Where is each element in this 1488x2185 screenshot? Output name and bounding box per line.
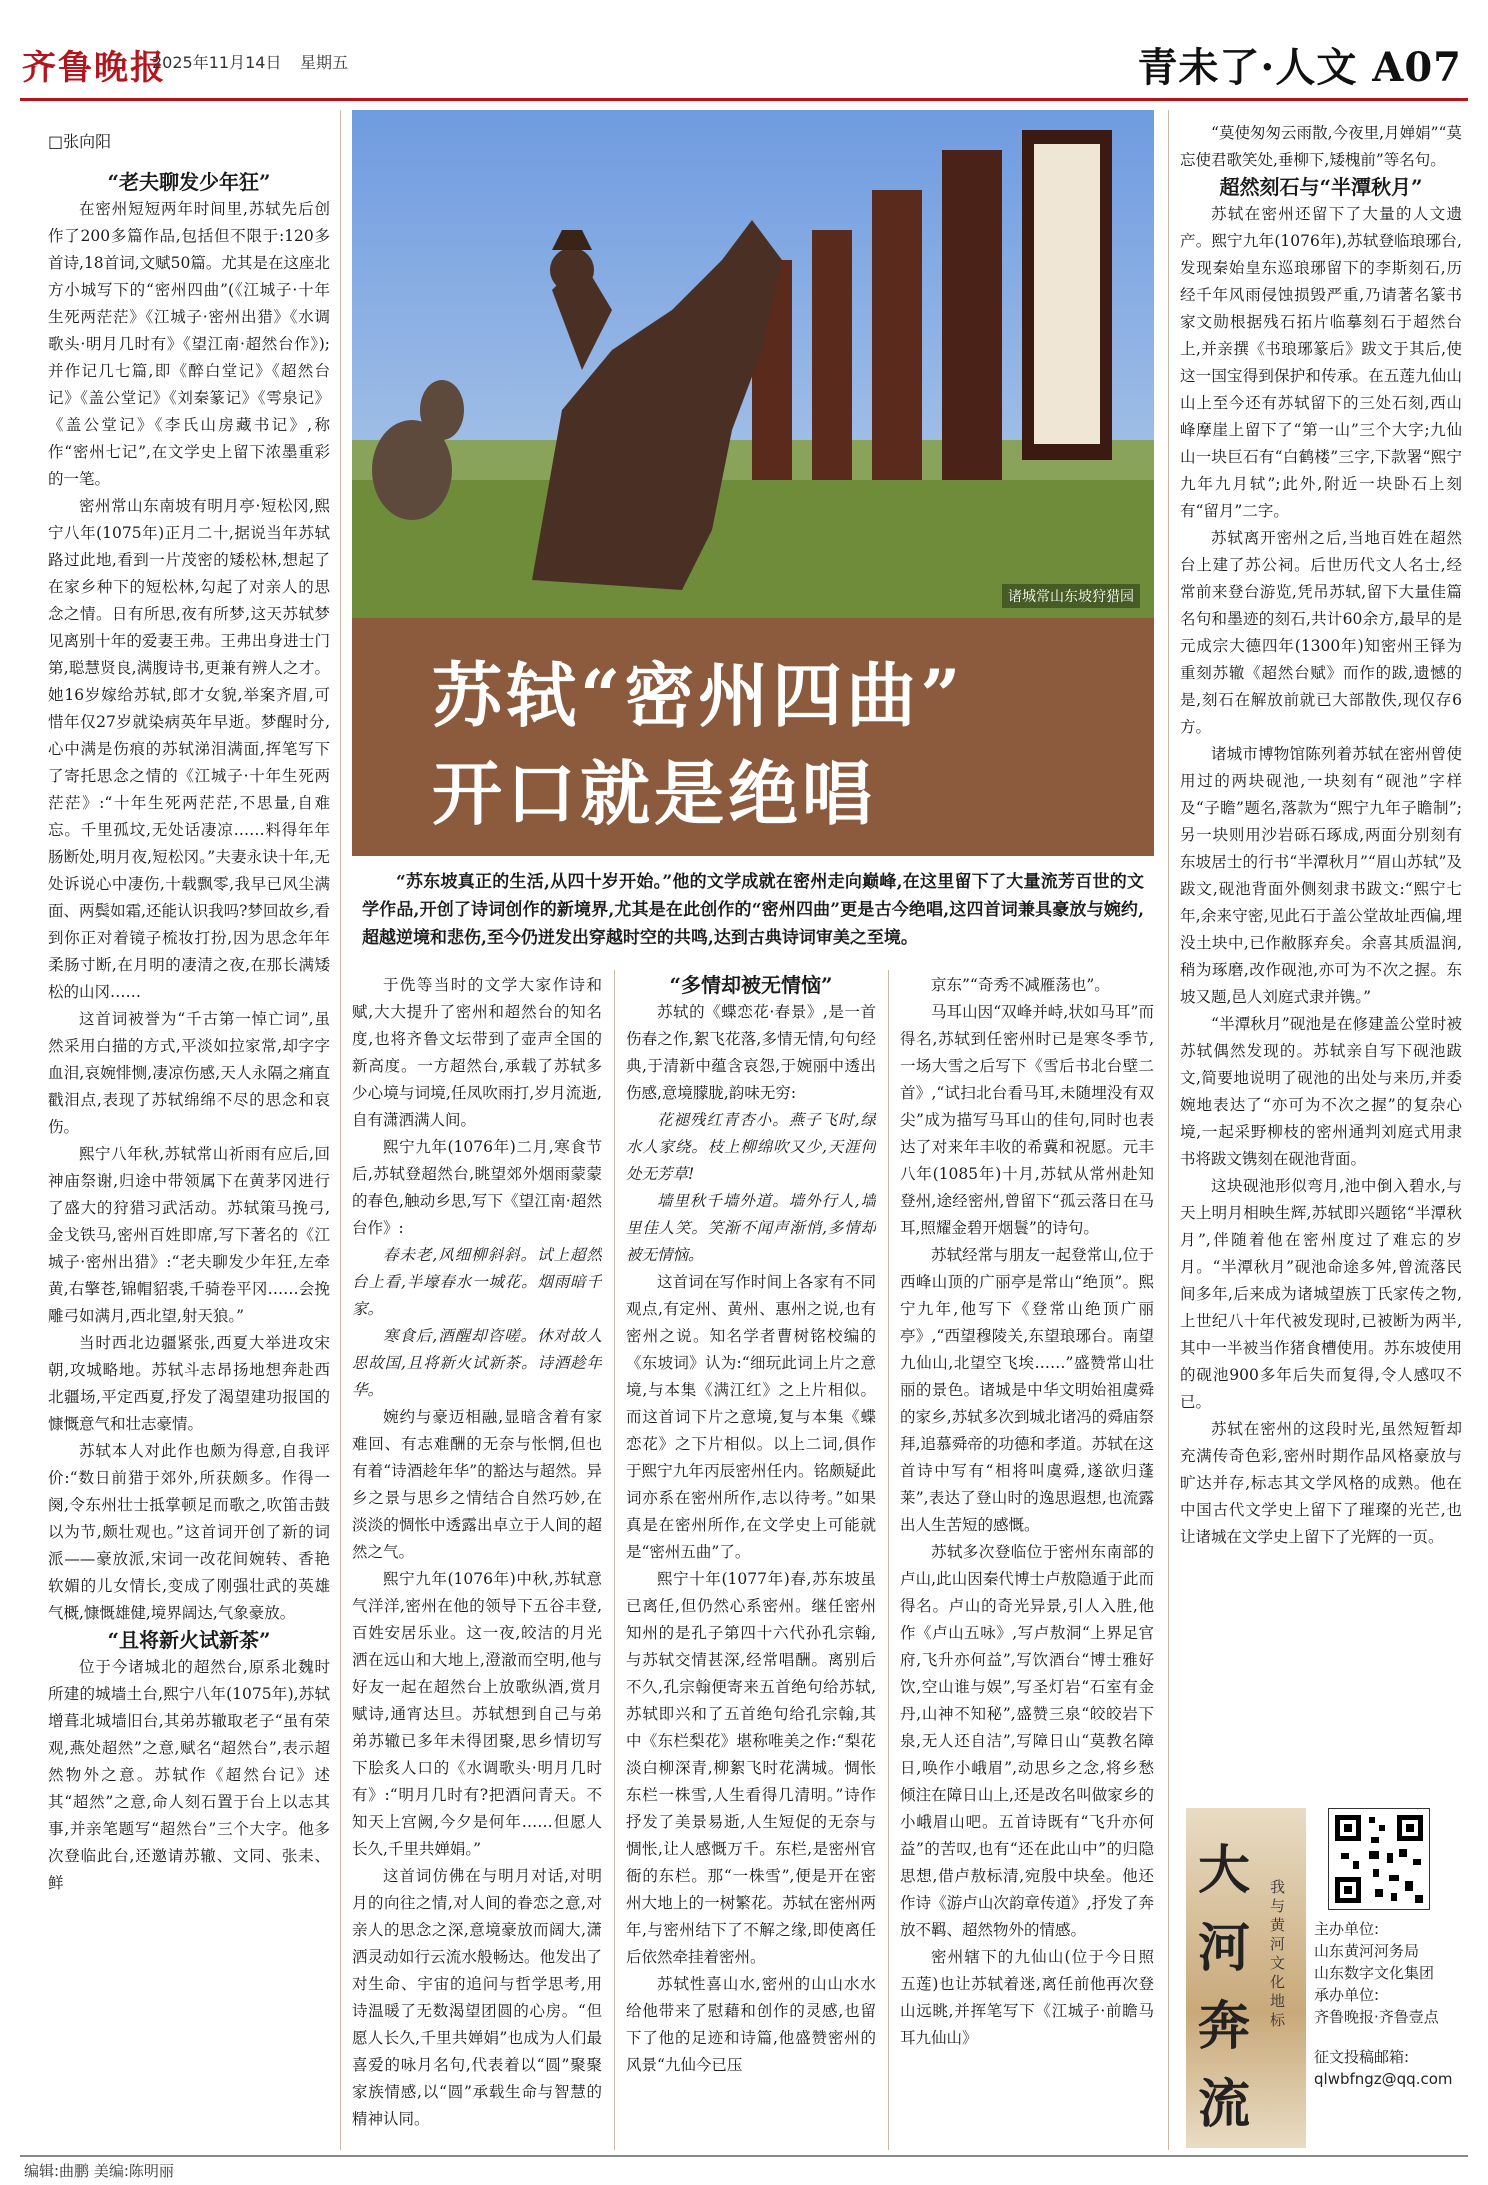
column-1-body [48, 169, 330, 1897]
article-lead: “苏东坡真正的生活,从四十岁开始。”他的文学成就在密州走向巅峰,在这里留下了大量流芳百世的文学作品,开创了诗词创作的新境界,尤其是在此创作的“密州四曲”更是古今绝唱,这四首词兼具豪放与婉约,超越逆境和悲伤,至今仍迸发出穿越时空的共鸣,达到古典诗词审美之至境。 [362, 872, 1144, 948]
column-divider [614, 970, 615, 2150]
body-paragraph: 熙宁九年(1076年)中秋,苏轼意气洋洋,密州在他的领导下五谷丰登,百姓安居乐业。这一夜,皎洁的月光洒在远山和大地上,澄澈而空明,他与好友一起在超然台上放歌纵酒,赏月赋诗,通宵达旦。苏轼想到自己与弟弟苏辙已多年未得团聚,思乡情切写下脍炙人口的《水调歌头·明月几时有》:“明月几时有?把酒问青天。不知天上宫阙,今夕是何年……但愿人长久,千里共婵娟。” [352, 1570, 602, 1858]
host-1: 山东黄河河务局 [1314, 1942, 1420, 1960]
body-paragraph: 苏轼性喜山水,密州的山山水水给他带来了慰藉和创作的灵感,也留下了他的足迹和诗篇,他盛赞密州的风景“九仙今已压 [626, 1975, 876, 2074]
body-paragraph: 苏轼多次登临位于密州东南部的卢山,此山因秦代博士卢敖隐遁于此而得名。卢山的奇光异景,引人入胜,他作《卢山五咏》,写卢敖洞“上界足官府,飞升亦何益”,写饮酒台“博士雅好饮,空山谁与娱”,写圣灯岩“石室有金丹,山神不知秘”,盛赞三泉“皎皎岩下泉,无人还自洁”,写障日山“莫教名障日,唤作小峨眉”,动思乡之念,将乡愁倾注在障日山上,还是改名叫做家乡的小峨眉山吧。五首诗既有“飞升亦何益”的苦叹,也有“还在此山中”的归隐思想,借卢敖标清,宛殷中块垒。他还作诗《游卢山次韵章传道》,抒发了奔放不羁、超然物外的情感。 [900, 1543, 1154, 1939]
article-column-1 [48, 128, 330, 2138]
body-paragraph: 这首词在写作时间上各家有不同观点,有定州、黄州、惠州之说,也有密州之说。知名学者曹树铭校编的《东坡词》认为:“细玩此词上片之意境,与本集《满江红》之上片相似。而这首词下片之意境,复与本集《蝶恋花》之下片相似。以上二词,俱作于熙宁九年丙辰密州任内。铭颇疑此词亦系在密州所作,志以待考。”如果真是在密州所作,在文学史上可能就是“密州五曲”了。 [626, 1273, 876, 1561]
poem-stanza: 春未老,风细柳斜斜。试上超然台上看,半壕春水一城花。烟雨暗千家。 [352, 1246, 602, 1318]
article-column-5 [1180, 120, 1462, 1800]
promo-info [1314, 1918, 1464, 2090]
headline-line-1: 苏轼“密州四曲” [432, 654, 965, 737]
body-paragraph: “莫使匆匆云雨散,今夜里,月婵娟”“莫忘使君歌笑处,垂柳下,矮槐前”等名句。 [1180, 124, 1462, 169]
submit-label: 征文投稿邮箱: [1314, 2048, 1410, 2066]
author-byline: □张向阳 [48, 132, 112, 151]
headline-line-2: 开口就是绝唱 [432, 752, 876, 835]
promo-char: 河 [1198, 1918, 1251, 1979]
body-paragraph: 苏轼的《蝶恋花·春景》,是一首伤春之作,絮飞花落,多情无情,句句经典,于清新中蕴含哀怨,于婉丽中透出伤感,意境朦胧,韵味无穷: [626, 1003, 876, 1102]
section-title: 青未了·人文 A07 [1137, 44, 1462, 91]
body-paragraph: 苏轼离开密州之后,当地百姓在超然台上建了苏公祠。后世历代文人名士,经常前来登台游览,凭吊苏轼,留下大量佳篇名句和墨迹的刻石,共计60余方,最早的是元成宗大德四年(1300年)知密州王铎为重刻苏辙《超然台赋》而作的跋,遗憾的是,刻石在解放前就已大部散佚,现仅存6方。 [1180, 529, 1462, 736]
column-4-body [900, 972, 1154, 2052]
promo-char: 奔 [1198, 1996, 1251, 2057]
promo-char: 流 [1198, 2074, 1251, 2135]
column-divider [1168, 110, 1169, 2150]
section-subheading: “老夫聊发少年狂” [107, 170, 271, 194]
body-paragraph: 苏轼在密州还留下了大量的人文遗产。熙宁九年(1076年),苏轼登临琅琊台,发现秦始皇东巡琅琊留下的李斯刻石,历经千年风雨侵蚀损毁严重,乃请著名篆书家文勋根据残石拓片临摹刻石于超然台上,并亲撰《书琅琊篆后》跋文于其后,使这一国宝得到保护和传承。在五莲九仙山山上至今还有苏轼留下的三处石刻,西山峰摩崖上留下了“第一山”三个大字;九仙山一块巨石有“白鹤楼”三字,下款署“熙宁九年九月轼”;此外,附近一块卧石上刻有“留月”二字。 [1180, 205, 1462, 520]
footer-rule [20, 2155, 1468, 2157]
body-paragraph: 苏轼本人对此作也颇为得意,自我评价:“数日前猎于郊外,所获颇多。作得一阕,令东州壮士抵掌顿足而歌之,吹笛击鼓以为节,颇壮观也。”这首词开创了新的词派——豪放派,宋词一改花间婉转、香艳软媚的儿女情长,变成了刚强壮武的英雄气概,慷慨雄健,境界阔达,气象豪放。 [48, 1442, 330, 1622]
host-2: 山东数字文化集团 [1314, 1964, 1435, 1982]
body-paragraph: 这块砚池形似弯月,池中倒入碧水,与天上明月相映生辉,苏轼即兴题铭“半潭秋月”,伴随着他在密州度过了难忘的岁月。“半潭秋月”砚池命途多舛,曾流落民间多年,后来成为诸城望族丁氏家传之物,上世纪八十年代被发现时,已被断为两半,其中一半被当作猪食槽使用。苏东坡使用的砚池900多年后失而复得,令人感叹不已。 [1180, 1177, 1462, 1411]
body-paragraph: 熙宁八年秋,苏轼常山祈雨有应后,回神庙祭谢,归途中带领属下在黄茅冈进行了盛大的狩猎习武活动。苏轼策马挽弓,金戈铁马,密州百姓即席,写下著名的《江城子·密州出猎》:“老夫聊发少年狂,左牵黄,右擎苍,锦帽貂裘,千骑卷平冈……会挽雕弓如满月,西北望,射天狼。” [48, 1145, 330, 1325]
column-divider [888, 970, 889, 2150]
issue-date: 2025年11月14日 [152, 53, 282, 72]
body-paragraph: 位于今诸城北的超然台,原系北魏时所建的城墙土台,熙宁八年(1075年),苏轼增葺北城墙旧台,其弟苏辙取老子“虽有荣观,燕处超然”之意,赋名“超然台”,表示超然物外之意。苏轼作《超然台记》述其“超然”之意,命人刻石置于台上以志其事,并亲笔题写“超然台”三个大字。他多次登临此台,还邀请苏辙、文同、张耒、鲜 [48, 1658, 330, 1892]
organizer: 齐鲁晚报·齐鲁壹点 [1314, 2008, 1439, 2026]
body-paragraph: 熙宁十年(1077年)春,苏东坡虽已离任,但仍然心系密州。继任密州知州的是孔子第四十六代孙孔宗翰,与苏轼交情甚深,经常唱酬。离别后不久,孔宗翰便寄来五首绝句给苏轼,苏轼即兴和了五首绝句给孔宗翰,其中《东栏梨花》堪称唯美之作:“梨花淡白柳深青,柳絮飞时花满城。惆怅东栏一株雪,人生看得几清明。”诗作抒发了美景易逝,人生短促的无奈与惆怅,让人感慨万千。东栏,是密州官衙的东栏。那“一株雪”,便是开在密州大地上的一树繁花。苏轼在密州两年,与密州结下了不解之缘,即使离任后依然牵挂着密州。 [626, 1570, 876, 1966]
body-paragraph: 密州常山东南坡有明月亭·短松冈,熙宁八年(1075年)正月二十,据说当年苏轼路过此地,看到一片茂密的矮松林,想起了在家乡种下的短松林,勾起了对亲人的思念之情。日有所思,夜有所梦,这天苏轼梦见离别十年的爱妻王弗。王弗出身进士门第,聪慧贤良,满腹诗书,更兼有辨人之才。她16岁嫁给苏轼,郎才女貌,举案齐眉,可惜年仅27岁就染病英年早逝。梦醒时分,心中满是伤痕的苏轼涕泪满面,挥笔写下了寄托思念之情的《江城子·十年生死两茫茫》:“十年生死两茫茫,不思量,自难忘。千里孤坟,无处话凄凉……料得年年肠断处,明月夜,短松冈。”夫妻永诀十年,无处诉说心中凄伤,十载飘零,我早已风尘满面、两鬓如霜,还能认识我吗?梦回故乡,看到你正对着镜子梳妆打扮,因为思念年年柔肠寸断,在月明的凄清之夜,在那长满矮松的山冈…… [48, 497, 330, 1001]
essay-contest-promo [1186, 1808, 1464, 2148]
section-subheading: “且将新火试新茶” [107, 1628, 271, 1652]
qr-code-icon [1328, 1808, 1430, 1910]
section-subheading: 超然刻石与“半潭秋月” [1219, 175, 1423, 199]
column-2-body [352, 972, 602, 2133]
body-paragraph: 苏轼经常与朋友一起登常山,位于西峰山顶的广丽亭是常山“绝顶”。熙宁九年,他写下《登常山绝顶广丽亭》,“西望穆陵关,东望琅琊台。南望九仙山,北望空飞埃……”盛赞常山壮丽的景色。诸城是中华文明始祖虞舜的家乡,苏轼多次到城北诸冯的舜庙祭拜,追慕舜帝的功德和孝道。苏轼在这首诗中写有“相将叫虞舜,遂欲归蓬莱”,表达了登山时的逸思遐想,也流露出人生苦短的感慨。 [900, 1246, 1154, 1534]
body-paragraph: 苏轼在密州的这段时光,虽然短暂却充满传奇色彩,密州时期作品风格豪放与旷达并存,标志其文学风格的成熟。他在中国古代文学史上留下了璀璨的光芒,也让诸城在文学史上留下了光辉的一页。 [1180, 1420, 1462, 1546]
page-header [0, 0, 1488, 104]
body-paragraph: 诸城市博物馆陈列着苏轼在密州曾使用过的两块砚池,一块刻有“砚池”字样及“子瞻”题名,落款为“熙宁九年子瞻制”;另一块则用沙岩砾石琢成,两面分别刻有东坡居士的行书“半潭秋月”“眉山苏轼”及跋文,砚池背面外侧刻隶书跋文:“熙宁七年,余来守密,见此石于盖公堂故址西偏,埋没土块中,已作敝豚弃矣。余喜其质温润,稍为琢磨,改作砚池,亦可为不次之握。东坡又题,邑人刘庭式隶并镌。” [1180, 745, 1462, 1006]
statue-illustration [352, 110, 1154, 618]
section-subheading: “多情却被无情恼” [669, 973, 833, 997]
body-paragraph: 这首词仿佛在与明月对话,对明月的向往之情,对人间的眷恋之意,对亲人的思念之深,意境豪放而阔大,潇洒灵动如行云流水般畅达。他发出了对生命、宇宙的追问与哲学思考,用诗温暖了无数渴望团圆的心房。“但愿人长久,千里共婵娟”也成为人们最喜爱的咏月名句,代表着以“圆”聚聚家族情感,以“圆”承载生命与智慧的精神认同。 [352, 1867, 602, 2128]
promo-char: 大 [1198, 1840, 1251, 1901]
photo-caption: 诸城常山东坡狩猎园 [1002, 584, 1140, 608]
body-paragraph: 于侁等当时的文学大家作诗和赋,大大提升了密州和超然台的知名度,也将齐鲁文坛带到了壶声全国的新高度。一方超然台,承载了苏轼多少心境与词境,任凤吹雨打,岁月流逝,自有潇洒满人间。 [352, 976, 602, 1129]
promo-artwork [1186, 1808, 1306, 2148]
header-rule [20, 98, 1468, 101]
body-paragraph: “半潭秋月”砚池是在修建盖公堂时被苏轼偶然发现的。苏轼亲自写下砚池跋文,简要地说明了砚池的出处与来历,并委婉地表达了“亦可为不次之握”的复杂心境,一起采野柳枝的密州通判刘庭式用隶书将跋文镌刻在砚池背面。 [1180, 1015, 1462, 1168]
issue-weekday: 星期五 [300, 53, 349, 72]
article-column-3 [626, 972, 876, 2142]
body-paragraph: 婉约与豪迈相融,显暗含着有家难回、有志难酬的无奈与怅惘,但也有着“诗酒趁年华”的豁达与超然。异乡之景与思乡之情结合自然巧妙,在淡淡的惆怅中透露出卓立于人间的超然之气。 [352, 1408, 602, 1561]
body-paragraph: 这首词被誉为“千古第一悼亡词”,虽然采用白描的方式,平淡如拉家常,却字字血泪,哀婉悱恻,凄凉伤感,天人永隔之痛直戳泪点,表现了苏轼绵绵不尽的思念和哀伤。 [48, 1010, 330, 1136]
article-column-2 [352, 972, 602, 2142]
column-divider [340, 110, 341, 2150]
body-paragraph: 京东”“奇秀不减雁荡也”。 [931, 976, 1110, 994]
host-label: 主办单位: [1314, 1920, 1380, 1938]
body-paragraph: 马耳山因“双峰并峙,状如马耳”而得名,苏轼到任密州时已是寒冬季节,一场大雪之后写下《雪后书北台壁二首》,“试扫北台看马耳,未随埋没有双尖”成为描写马耳山的佳句,同时也表达了对来年丰收的希冀和祝愿。元丰八年(1085年)十月,苏轼从常州赴知登州,途经密州,曾留下“孤云落日在马耳,照耀金碧开烟鬟”的诗句。 [900, 1003, 1154, 1237]
body-paragraph: 当时西北边疆紧张,西夏大举进攻宋朝,攻城略地。苏轼斗志昂扬地想奔赴西北疆场,平定西夏,抒发了渴望建功报国的慷慨意气和壮志豪情。 [48, 1334, 330, 1433]
poem-stanza: 寒食后,酒醒却咨嗟。休对故人思故国,且将新火试新茶。诗酒趁年华。 [352, 1327, 602, 1399]
newspaper-logo: 齐鲁晚报 [22, 48, 166, 88]
column-5-body [1180, 120, 1462, 1551]
body-paragraph: 在密州短短两年时间里,苏轼先后创作了200多篇作品,包括但不限于:120多首诗,18首词,文赋50篇。尤其是在这座北方小城写下的“密州四曲”(《江城子·十年生死两茫茫》《江城子·密州出猎》《水调歌头·明月几时有》《望江南·超然台作》);并作记几七篇,即《醉白堂记》《超然台记》《盖公堂记》《刘秦篆记》《雩泉记》《盖公堂记》《李氏山房藏书记》,称作“密州七记”,在文学史上留下浓墨重彩的一笔。 [48, 200, 330, 488]
submit-email[interactable]: qlwbfngz@qq.com [1314, 2070, 1453, 2088]
body-paragraph: 熙宁九年(1076年)二月,寒食节后,苏轼登超然台,眺望郊外烟雨蒙蒙的春色,触动乡思,写下《望江南·超然台作》: [352, 1138, 602, 1237]
hero-photo [352, 110, 1154, 618]
poem-stanza: 花褪残红青杏小。燕子飞时,绿水人家绕。枝上柳绵吹又少,天涯何处无芳草! [626, 1111, 876, 1183]
organizer-label: 承办单位: [1314, 1986, 1380, 2004]
column-3-body [626, 972, 876, 2079]
poem-stanza: 墙里秋千墙外道。墙外行人,墙里佳人笑。笑渐不闻声渐悄,多情却被无情恼。 [626, 1192, 876, 1264]
article-column-4 [900, 972, 1154, 2142]
body-paragraph: 密州辖下的九仙山(位于今日照五莲)也让苏轼着迷,离任前他再次登山远眺,并挥笔写下《江城子·前瞻马耳九仙山》 [900, 1948, 1154, 2047]
headline-panel [352, 618, 1154, 856]
page-footer: 编辑:曲鹏 美编:陈明丽 [24, 2162, 174, 2180]
promo-subtitle: 我与黄河文化地标 [1270, 1878, 1286, 2029]
